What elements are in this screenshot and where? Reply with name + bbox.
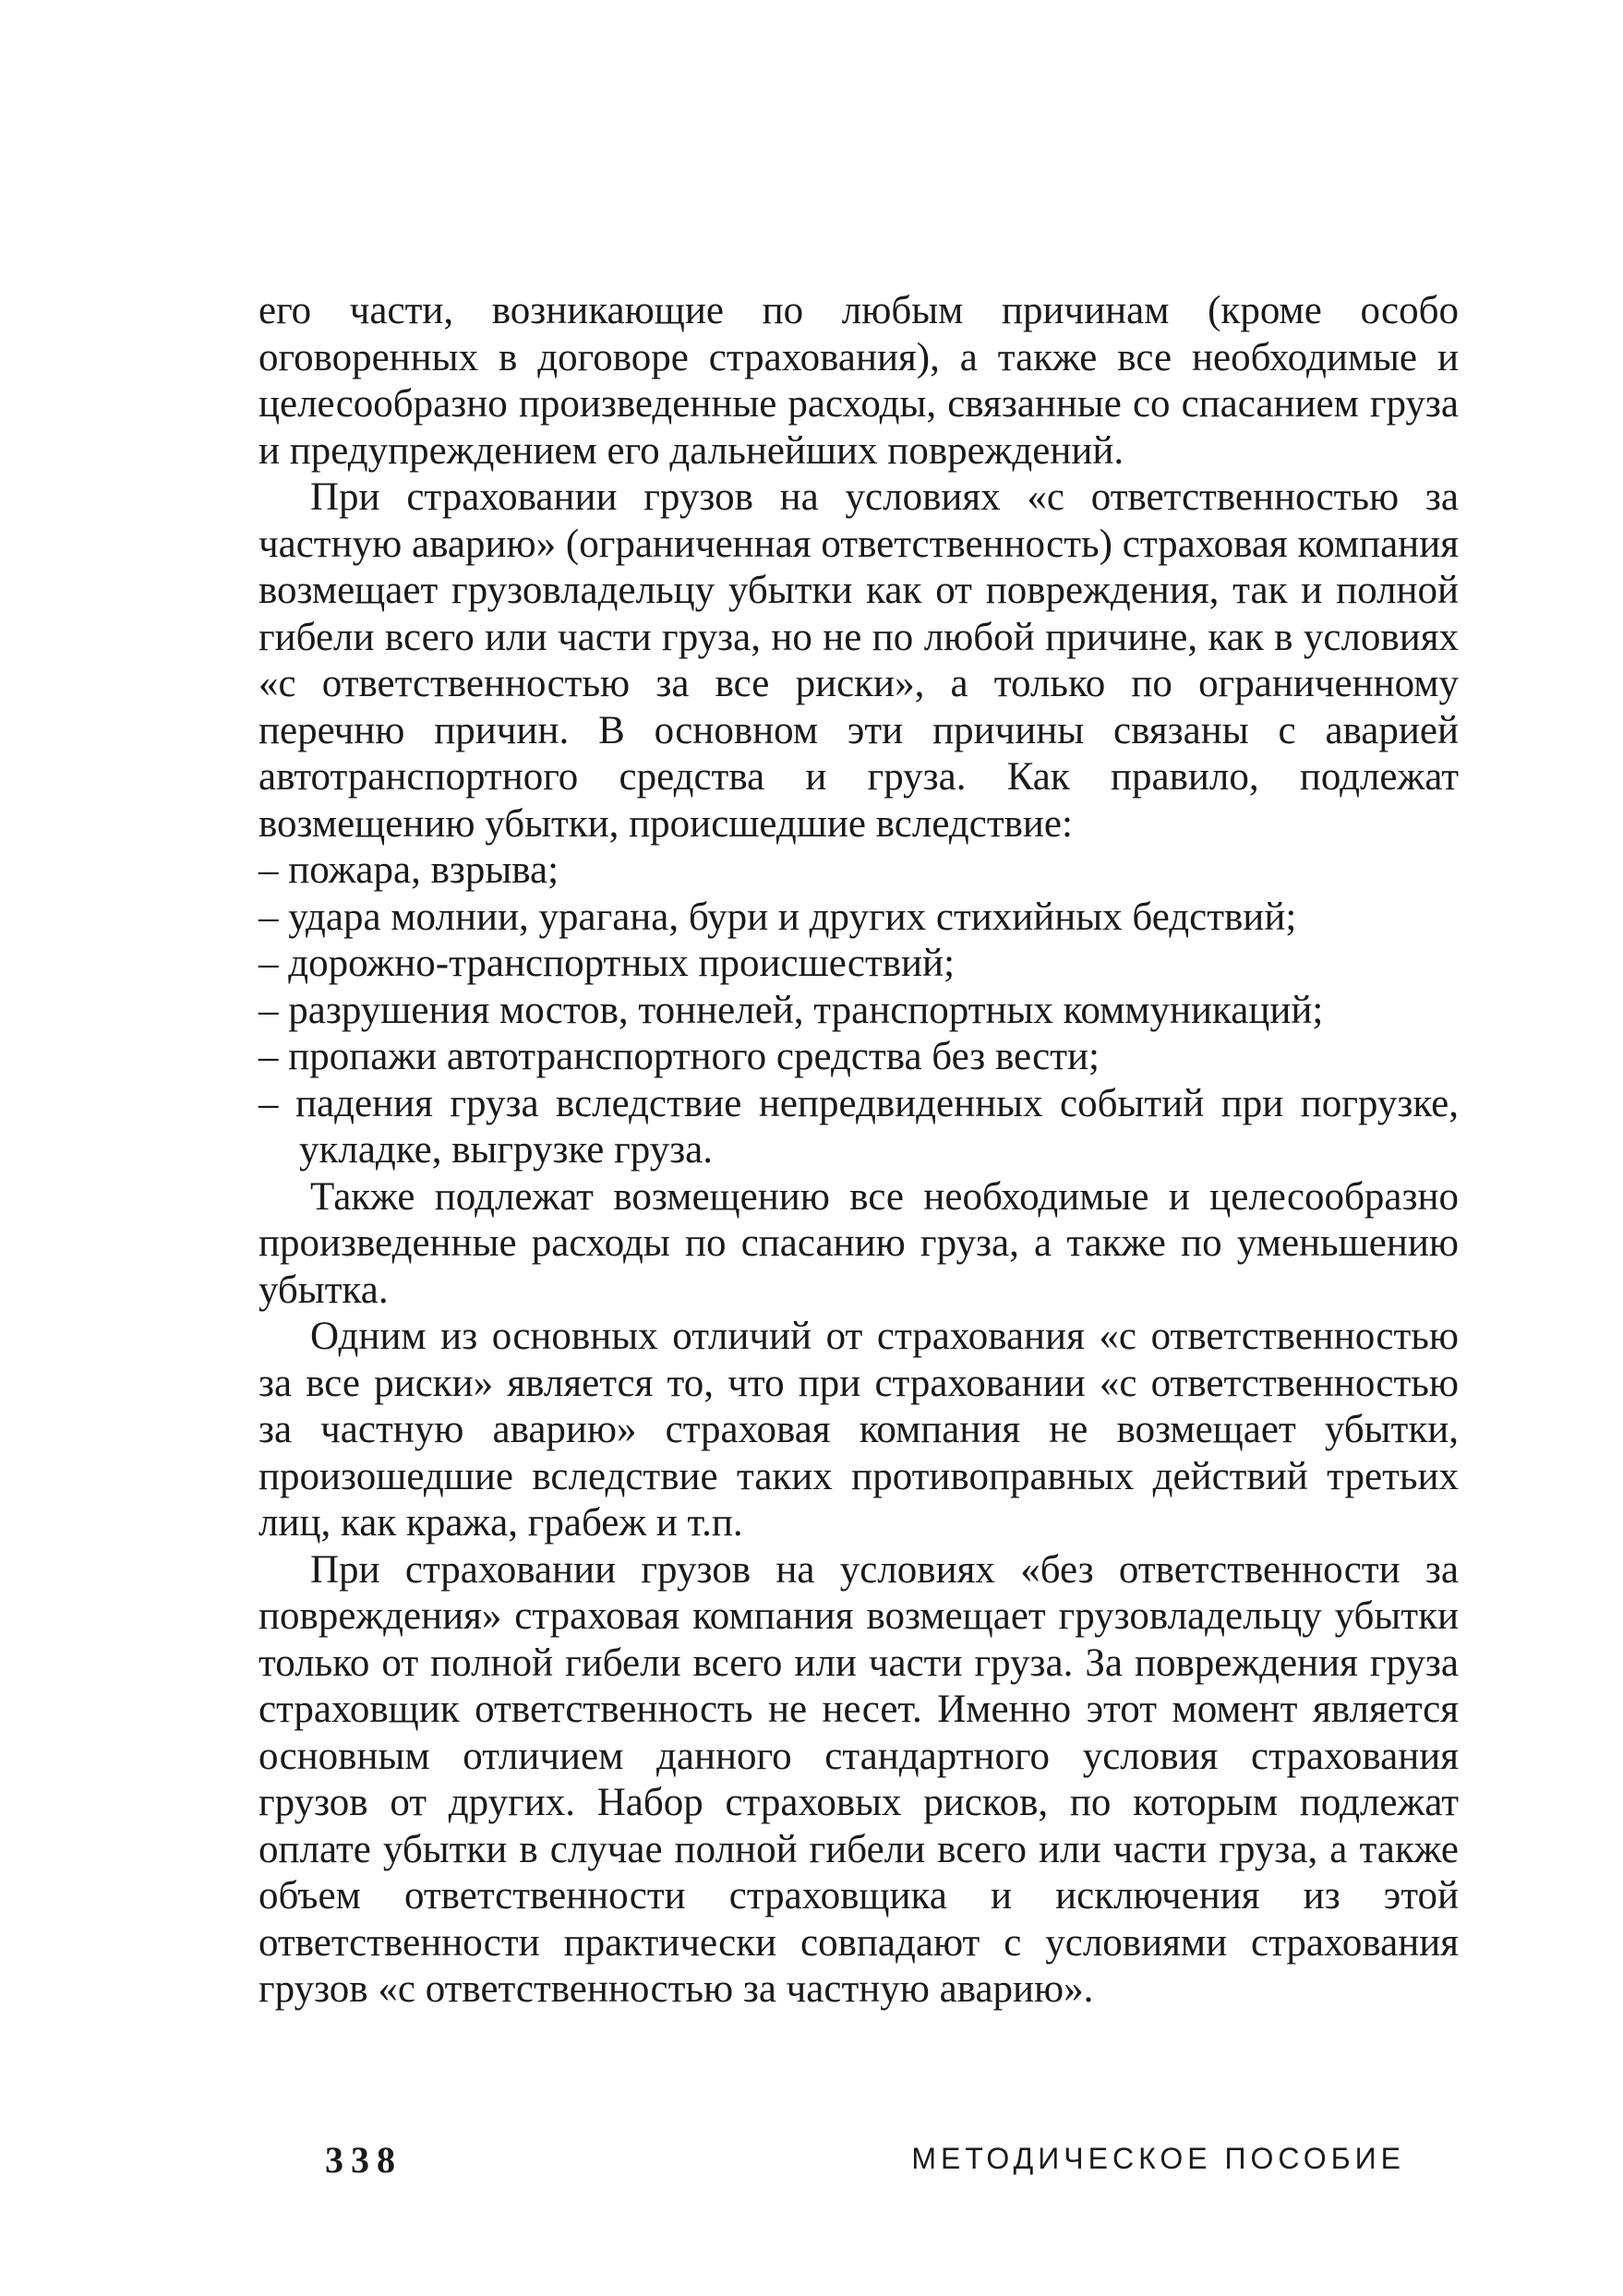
list-item: – падения груза вследствие непредвиденных событий при погрузке, укладке, выгрузке груза. (258, 1081, 1459, 1172)
body-text (258, 288, 1459, 2014)
page-number: 338 (325, 2139, 403, 2181)
list-item: – дорожно-транспортных происшествий; (258, 942, 956, 985)
running-title: МЕТОДИЧЕСКОЕ ПОСОБИЕ (911, 2142, 1405, 2175)
paragraph-differences: Одним из основных отличий от страхования «с ответственностью за все риски» является то, что при страховании «с ответственностью за частную аварию» страховая компания не возмещает убытки, произошедшие вследствие таких противоправных действий третьих лиц, как кража, грабеж и т.п. (258, 1315, 1459, 1545)
list-item: – пожара, взрыва; (258, 848, 559, 892)
paragraph-partial-average: При страховании грузов на условиях «с ответственностью за частную аварию» (ограниченная ответственность) страховая компания возмещает грузовладельцу убытки как от повреждения, так и полной гибели всего или части груза, но не по любой причине, как в условиях «с ответственностью за все риски», а только по ограниченному перечню причин. В основном эти причины связаны с аварией автотранспортного средства и груза. Как правило, подлежат возмещению убытки, происшедшие вследствие: (258, 475, 1459, 846)
paragraph-continued: его части, возникающие по любым причинам (кроме особо оговоренных в договоре страхования), а также все необходимые и целесообразно произведенные расходы, связанные со спасанием груза и предупреждением его дальнейших повреждений. (258, 289, 1459, 473)
list-item: – пропажи автотранспортного средства без вести; (258, 1035, 1100, 1078)
paragraph-no-damage-liability: При страховании грузов на условиях «без ответственности за повреждения» страховая компания возмещает грузовладельцу убытки только от полной гибели всего или части груза. За повреждения груза страховщик ответственность не несет. Именно этот момент является основным отличием данного стандартного условия страхования грузов от других. Набор страховых рисков, по которым подлежат оплате убытки в случае полной гибели всего или части груза, а также объем ответственности страховщика и исключения из этой ответственности практически совпадают с условиями страхования грузов «с ответственностью за частную аварию». (258, 1547, 1459, 2011)
paragraph-expenses: Также подлежат возмещению все необходимые и целесообразно произведенные расходы по спасанию груза, а также по уменьшению убытка. (258, 1174, 1459, 1312)
page-content (258, 288, 1459, 2014)
causes-list (258, 847, 1459, 1174)
list-item: – удара молнии, урагана, бури и других стихийных бедствий; (258, 895, 1297, 939)
page-footer (325, 2138, 1405, 2194)
list-item: – разрушения мостов, тоннелей, транспортных коммуникаций; (258, 988, 1324, 1032)
